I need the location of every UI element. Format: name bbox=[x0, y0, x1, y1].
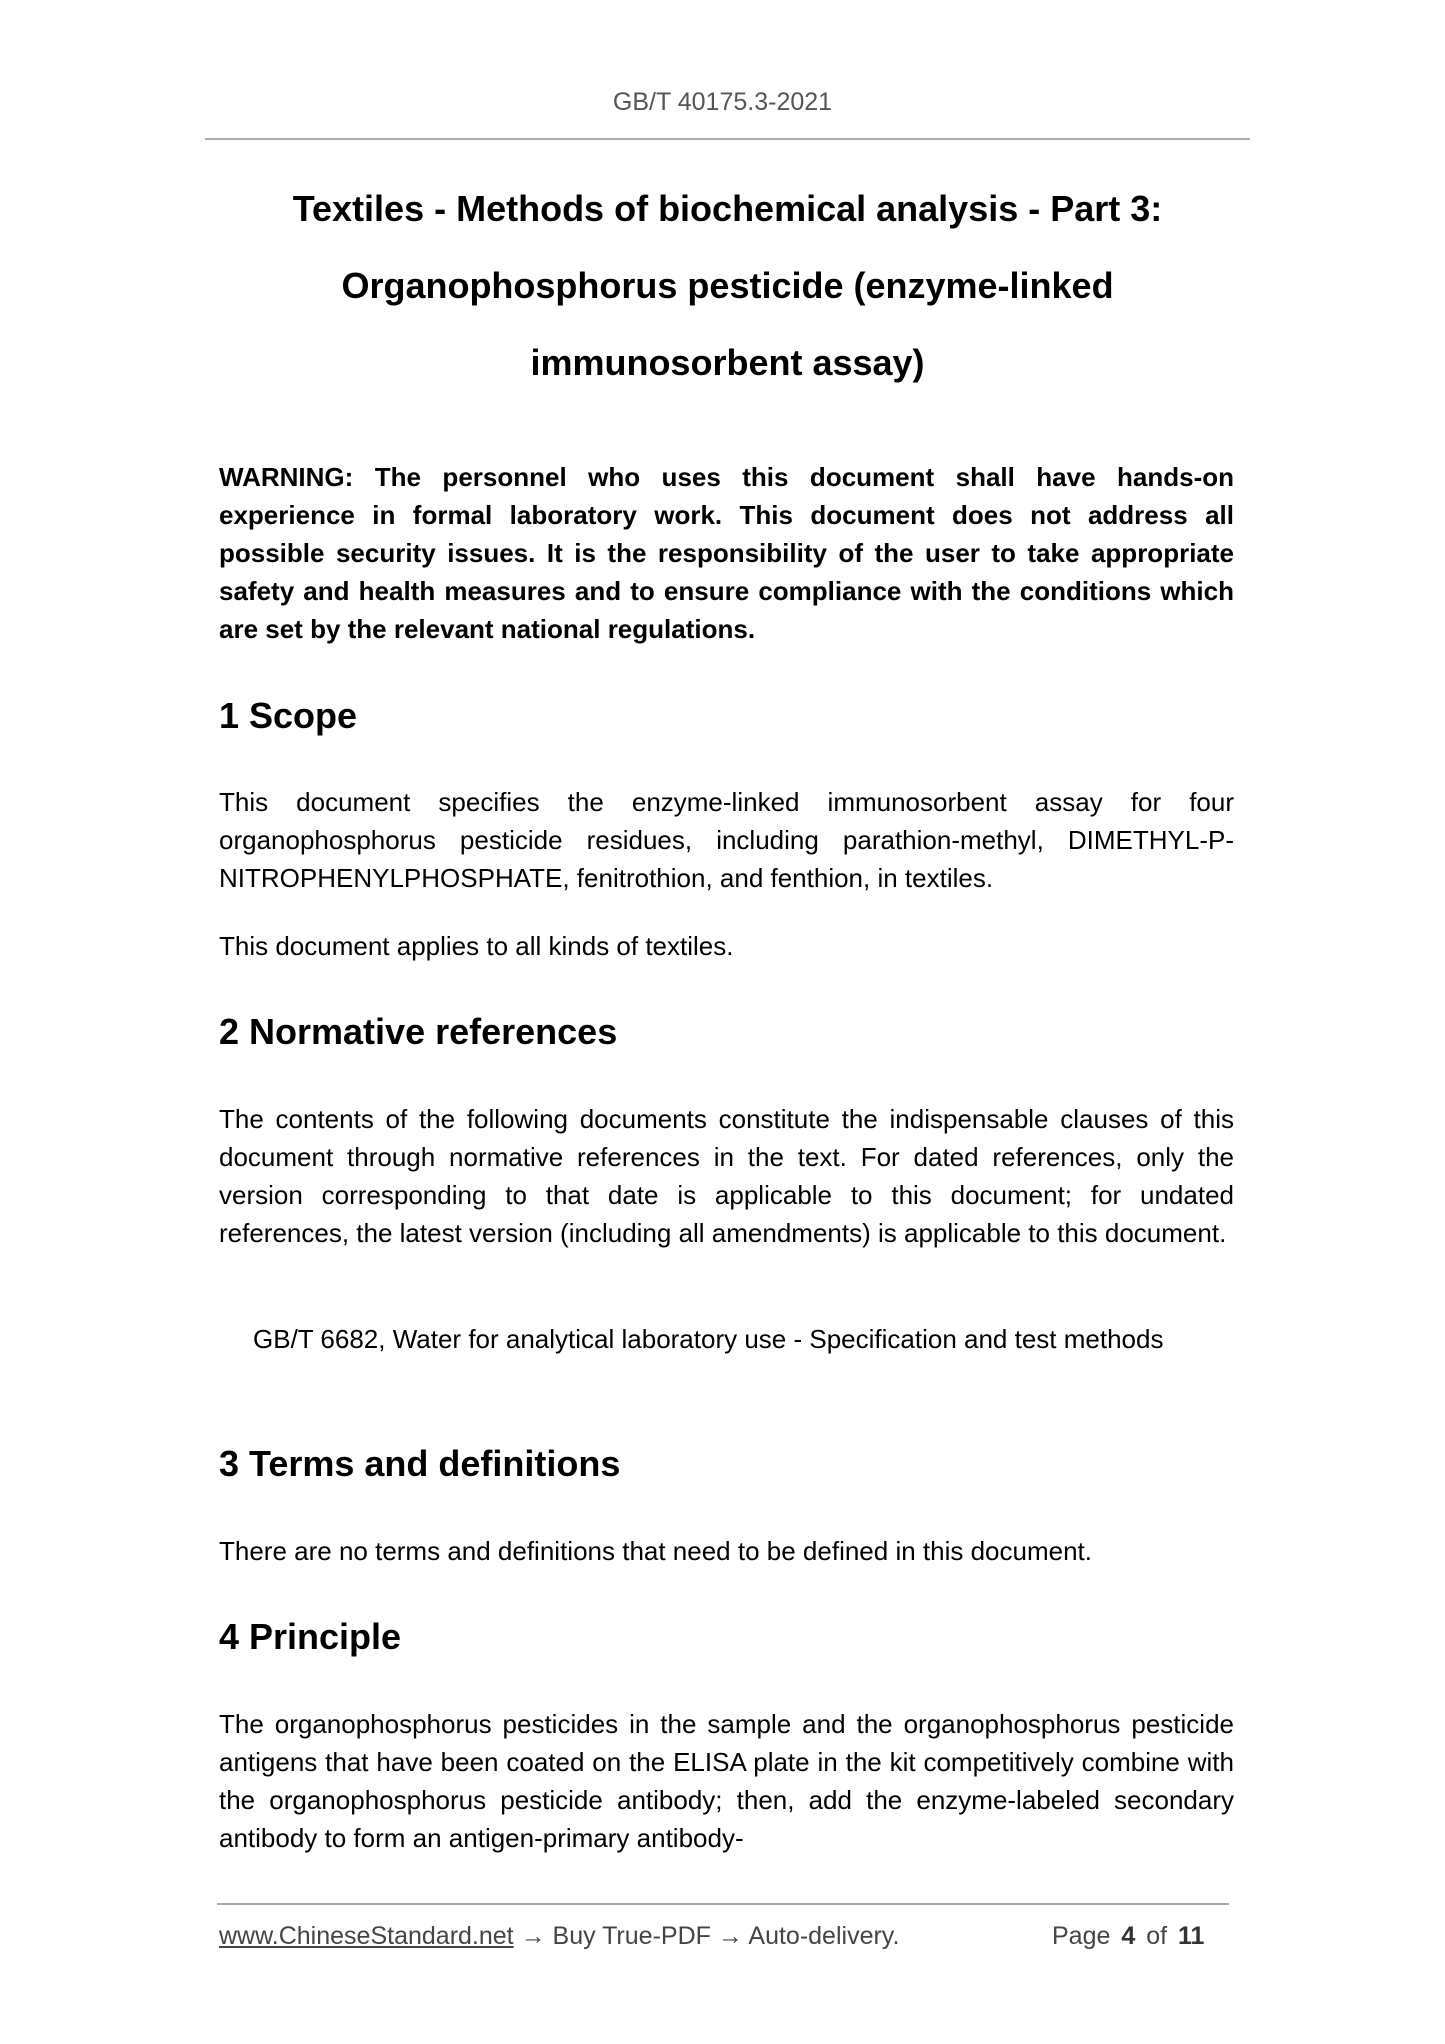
principle-paragraph: The organophosphorus pesticides in the sample and the organophosphorus pesticide antigens that have been coated on the ELISA plate in the kit competitively combine with the organophosphorus pesticide antibody; then, add the enzyme-labeled secondary antibody to form an antigen-primary antibody- bbox=[219, 1709, 1234, 1853]
terms-paragraph: There are no terms and definitions that need to be defined in this document. bbox=[219, 1536, 1092, 1566]
of-label: of bbox=[1146, 1922, 1168, 1950]
reference-item: GB/T 6682, Water for analytical laboratory use - Specification and test methods bbox=[253, 1324, 1164, 1354]
scope-paragraph-2: This document applies to all kinds of textiles. bbox=[219, 931, 734, 961]
footer-promo bbox=[219, 1922, 899, 1951]
document-title bbox=[205, 170, 1250, 401]
page-label: Page bbox=[1052, 1922, 1111, 1950]
section-heading-principle: 4 Principle bbox=[219, 1616, 402, 1657]
page-total: 11 bbox=[1178, 1922, 1205, 1950]
page-current: 4 bbox=[1121, 1922, 1136, 1950]
section-heading-scope: 1 Scope bbox=[219, 695, 358, 736]
normative-references-paragraph: The contents of the following documents constitute the indispensable clauses of this document through normative references in the text. For dated references, only the version corresponding to that date is applicable to this document; for undated references, the latest version (including all amendments) is applicable to this document. bbox=[219, 1104, 1234, 1248]
footer-divider bbox=[217, 1903, 1229, 1905]
section-heading-normative-references: 2 Normative references bbox=[219, 1011, 618, 1052]
header-divider bbox=[205, 138, 1250, 140]
section-heading-terms: 3 Terms and definitions bbox=[219, 1443, 621, 1484]
website-link[interactable]: www.ChineseStandard.net bbox=[219, 1922, 514, 1950]
title-line-1: Textiles - Methods of biochemical analysis - Part 3: bbox=[292, 188, 1163, 229]
page-indicator bbox=[1052, 1922, 1204, 1951]
scope-paragraph-1: This document specifies the enzyme-linked immunosorbent assay for four organophosphorus pesticide residues, including parathion-methyl, DIMETHYL-P-NITROPHENYLPHOSPHATE, fenitrothion, and fenthion, in textiles. bbox=[219, 787, 1234, 893]
footer-tagline: → Buy True-PDF → Auto-delivery. bbox=[513, 1922, 900, 1950]
title-line-3: immunosorbent assay) bbox=[530, 342, 925, 383]
title-line-2: Organophosphorus pesticide (enzyme-linked bbox=[341, 265, 1114, 306]
warning-paragraph: WARNING: The personnel who uses this document shall have hands-on experience in formal laboratory work. This document does not address all possible security issues. It is the responsibility of the user to take appropriate safety and health measures and to ensure compliance with the conditions which are set by the relevant national regulations. bbox=[219, 462, 1234, 644]
document-number-header: GB/T 40175.3-2021 bbox=[612, 88, 833, 116]
